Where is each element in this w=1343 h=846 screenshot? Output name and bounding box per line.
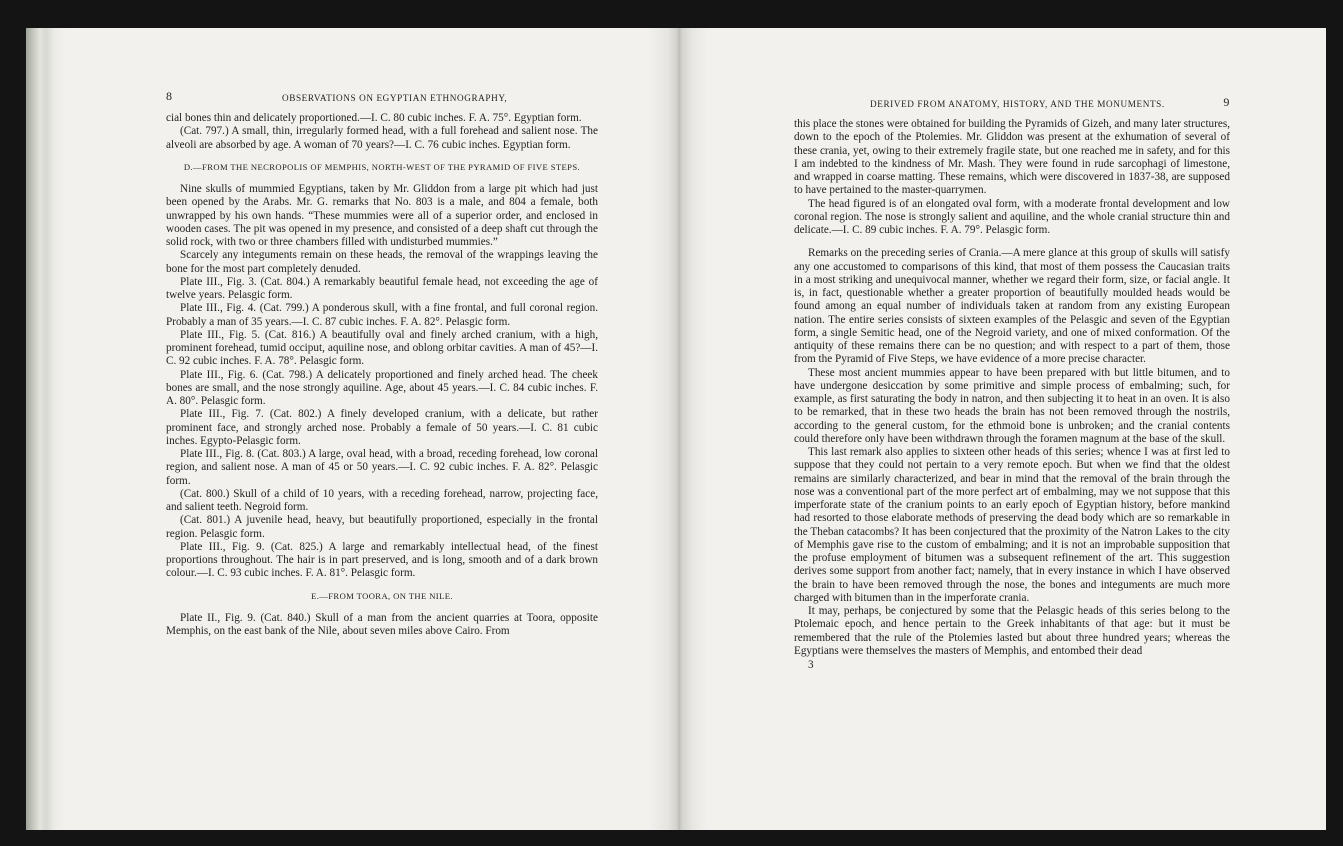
paragraph: Plate III., Fig. 4. (Cat. 799.) A ponderous skull, with a fine frontal, and full coronal region. Probably a man of 35 years.—I. C. 87 cubic inches. F. A. 82°. Pelasgic form. <box>166 302 598 328</box>
paragraph: Remarks on the preceding series of Crania.—A mere glance at this group of skulls will satisfy any one accustomed to comparisons of this kind, that most of them possess the Caucasian traits in a most striking and unequivocal manner, whether we regard their form, size, or facial angle. It is, in fact, questionable whether a greater proportion of beautifully moulded heads would be found among an equal number of individuals taken at random from any existing European nation. The entire series consists of sixteen examples of the Pelasgic and seven of the Egyptian form, a single Semitic head, one of the Negroid variety, and one of mixed conformation. Of the antiquity of these remains there can be no question; and with respect to a part of them, those from the Pyramid of Five Steps, we have evidence of a more precise character. <box>794 247 1230 366</box>
paragraph: Plate III., Fig. 7. (Cat. 802.) A finely developed cranium, with a delicate, but rather prominent face, and strongly arched nose. Probably a female of 50 years.—I. C. 81 cubic inches. Egypto-Pelasgic form. <box>166 408 598 447</box>
running-head-title: OBSERVATIONS ON EGYPTIAN ETHNOGRAPHY, <box>282 93 508 103</box>
page-stack-edge <box>26 28 66 830</box>
page-number: 9 <box>1223 95 1230 109</box>
paragraph: Plate III., Fig. 9. (Cat. 825.) A large and remarkably intellectual head, of the finest proportions throughout. The hair is in part preserved, and is long, smooth and of a dark brown colour.—I. C. 93 cubic inches. F. A. 81°. Pelasgic form. <box>166 540 598 580</box>
running-head-left <box>166 89 598 108</box>
left-page-body <box>166 112 598 638</box>
paragraph: Plate III., Fig. 5. (Cat. 816.) A beautifully oval and finely arched cranium, with a high, prominent forehead, tumid occiput, aquiline nose, and oblong orbitar cavities. A man of 45?—I. C. 92 cubic inches. F. A. 78°. Pelasgic form. <box>166 328 598 368</box>
running-head-title: DERIVED FROM ANATOMY, HISTORY, AND THE MONUMENTS. <box>870 99 1165 109</box>
right-page-body <box>794 118 1230 672</box>
section-heading: E.—FROM TOORA, ON THE NILE. <box>311 590 453 601</box>
paragraph: It may, perhaps, be conjectured by some that the Pelasgic heads of this series belong to the Ptolemaic epoch, and hence pertain to the Greek inhabitants of that age: but it must be remembered that the rule of the Ptolemies lasted but about three hundred years; whereas the Egyptians were themselves the masters of Memphis, and entombed their dead <box>794 605 1230 657</box>
paragraph: Plate III., Fig. 3. (Cat. 804.) A remarkably beautiful female head, not exceeding the age of twelve years. Pelasgic form. <box>166 275 598 301</box>
paragraph: this place the stones were obtained for building the Pyramids of Gizeh, and many later structures, down to the epoch of the Ptolemies. Mr. Gliddon was present at the exhumation of several of these crania, yet, owing to their extremely fragile state, but one reached me in safety, and for this I am indebted to the kindness of Mr. Mash. They were found in rude sarcophagi of limestone, and wrapped in coarse matting. These remains, which were discovered in 1837-38, are supposed to have pertained to the master-quarrymen. <box>794 118 1230 197</box>
book-gutter <box>648 28 708 830</box>
paragraph: Plate III., Fig. 8. (Cat. 803.) A large, oval head, with a broad, receding forehead, low coronal region, and salient nose. A man of 45 or 50 years.—I. C. 92 cubic inches. F. A. 82°. Pelasgic form. <box>166 448 598 487</box>
paragraph: (Cat. 797.) A small, thin, irregularly formed head, with a full forehead and salient nose. The alveoli are absorbed by age. A woman of 70 years?—I. C. 76 cubic inches. Egyptian form. <box>166 125 598 151</box>
paragraph: These most ancient mummies appear to have been prepared with but little bitumen, and to have undergone desiccation by some primitive and simple process of embalming; such, for example, as first saturating the body in natron, and then subjecting it to heat in an oven. It is also to be remarked, that in these two heads the brain has not been removed through the nostrils, according to the general custom, for the ethmoid bone is unbroken; and the cranial contents could therefore only have been withdrawn through the foramen magnum at the base of the skull. <box>794 366 1230 445</box>
paragraph: Plate II., Fig. 9. (Cat. 840.) Skull of a man from the ancient quarries at Toora, opposite Memphis, on the east bank of the Nile, about seven miles above Cairo. From <box>166 611 598 637</box>
paragraph: Scarcely any integuments remain on these heads, the removal of the wrappings leaving the bone for the most part completely denuded. <box>166 249 598 275</box>
paragraph: (Cat. 800.) Skull of a child of 10 years, with a receding forehead, narrow, projecting face, and salient teeth. Negroid form. <box>166 487 598 513</box>
right-page <box>794 95 1230 672</box>
paragraph: cial bones thin and delicately proportioned.—I. C. 80 cubic inches. F. A. 75°. Egyptian form. <box>166 112 582 124</box>
paragraph: Nine skulls of mummied Egyptians, taken by Mr. Gliddon from a large pit which had just been opened by the Arabs. Mr. G. remarks that No. 803 is a male, and 804 a female, both unwrapped by his own hands. “These mummies were all of a superior order, and enclosed in wooden cases. The pit was opened in my presence, and consisted of a deep shaft cut through the solid rock, with two or three chambers filled with undisturbed mummies.” <box>166 183 598 248</box>
paragraph-spacer <box>794 237 1230 247</box>
paragraph: (Cat. 801.) A juvenile head, heavy, but beautifully proportioned, especially in the frontal region. Pelasgic form. <box>166 514 598 540</box>
left-page <box>166 89 598 638</box>
paragraph: This last remark also applies to sixteen other heads of this series; whence I was at first led to suppose that they could not pertain to a very remote epoch. But when we find that the oldest remains are similarly characterized, and bear in mind that the removal of the brain through the nose was a conventional part of the more perfect art of embalming, may we not suppose that this imperforate state of the cranium points to an early epoch of Egyptian history, before mankind had resorted to those elaborate methods of preserving the dead body which are so remarkable in the Theban catacombs? It has been conjectured that the proximity of the Natron Lakes to the city of Memphis gave rise to the custom of embalming; and it is not an improbable supposition that the profuse employment of bitumen was a subsequent refinement of the art. This suggestion derives some support from another fact; namely, that in every instance in which I have observed the brain to have been removed through the nose, the bones and integuments are much more charged with bitumen than in the imperforate crania. <box>794 446 1230 604</box>
running-head-right <box>794 95 1230 114</box>
page-number: 8 <box>166 89 173 103</box>
signature-mark: 3 <box>808 659 814 671</box>
paragraph: The head figured is of an elongated oval form, with a moderate frontal development and low coronal region. The nose is strongly salient and aquiline, and the whole cranial structure thin and delicate.—I. C. 89 cubic inches. F. A. 79°. Pelasgic form. <box>794 197 1230 236</box>
paragraph: Plate III., Fig. 6. (Cat. 798.) A delicately proportioned and finely arched head. The cheek bones are small, and the nose strongly aquiline. Age, about 45 years.—I. C. 84 cubic inches. F. A. 80°. Pelasgic form. <box>166 368 598 407</box>
section-heading: D.—FROM THE NECROPOLIS OF MEMPHIS, NORTH-WEST OF THE PYRAMID OF FIVE STEPS. <box>183 161 581 172</box>
